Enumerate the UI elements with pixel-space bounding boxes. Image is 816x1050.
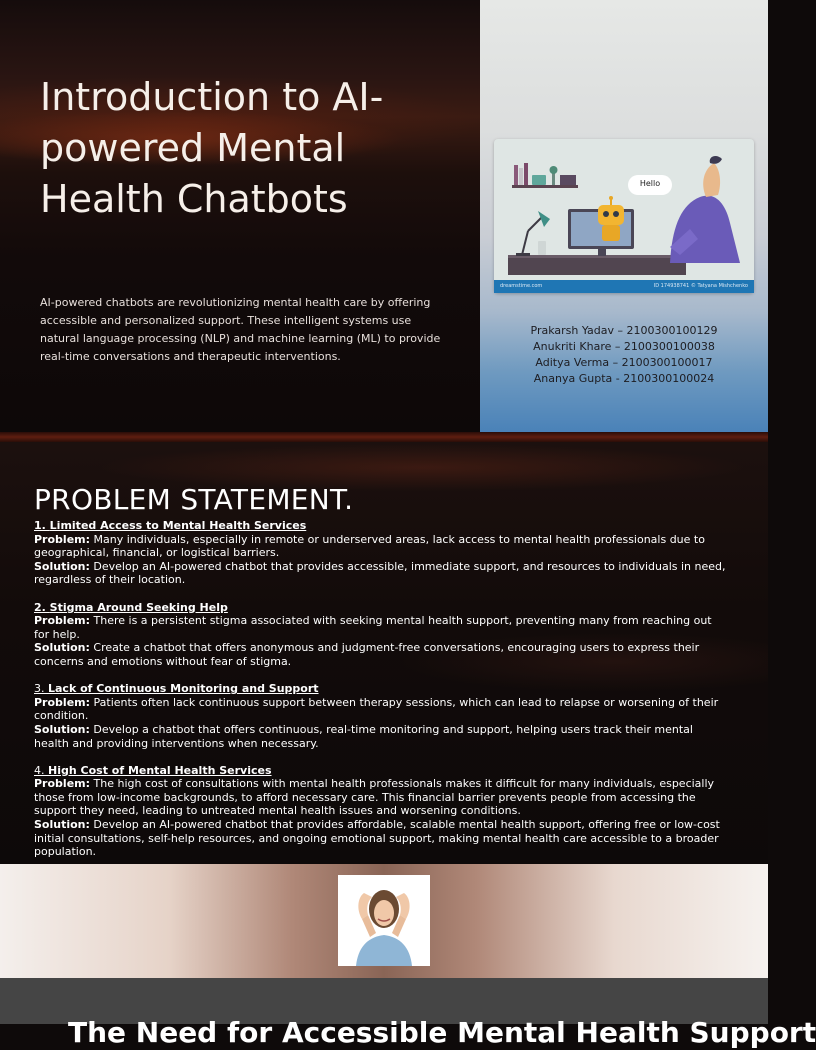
book-1	[514, 165, 518, 185]
problem-statement-slide	[0, 442, 768, 864]
author-1: Prakarsh Yadav – 2100300100129	[530, 324, 718, 337]
problem-text-1: Problem: Many individuals, especially in remote or underserved areas, lack access to mental health professionals due to geographical, financial, or logistical barriers.	[34, 532, 705, 560]
face	[374, 900, 394, 926]
problem-text-4: Problem: The high cost of consultations with mental health professionals makes it difficult for many individuals, especially those from low-income backgrounds, to afford necessary care. This financial barrier prevents people from accessing the support they need, leading to untreated mental health issues and worsening conditions.	[34, 777, 715, 818]
desk-top	[508, 255, 686, 258]
problem-heading-3: 3. Lack of Continuous Monitoring and Support	[34, 682, 319, 696]
problem-statement-title: PROBLEM STATEMENT.	[34, 483, 354, 516]
author-4: Ananya Gupta - 2100300100024	[533, 372, 715, 385]
solution-text-1: Solution: Develop an AI-powered chatbot that provides accessible, immediate support, and resources to individuals in need, regardless of their location.	[34, 559, 726, 587]
problem-list	[34, 519, 728, 872]
book-3	[524, 163, 528, 185]
robot-icon	[598, 205, 624, 225]
person-head	[703, 163, 720, 197]
slide-divider	[0, 432, 768, 442]
shelf-books	[560, 175, 576, 185]
cup-icon	[538, 241, 546, 255]
title-panel	[0, 0, 480, 432]
stress-image-slide	[0, 864, 768, 978]
shelf-box	[532, 175, 546, 185]
solution-text-4: Solution: Develop an AI-powered chatbot that provides affordable, scalable mental health support, offering free or low-cost initial consultations, self-help resources, and ongoing emotional support, making mental health care accessible to a broader population.	[34, 818, 720, 859]
need-slide-title: The Need for Accessible Mental Health Support	[68, 1016, 816, 1049]
problem-item-3	[34, 682, 728, 750]
need-slide	[0, 978, 816, 1049]
problem-item-4	[34, 764, 728, 859]
author-list	[480, 323, 768, 387]
book-2	[519, 168, 523, 185]
author-2: Anukriti Khare – 2100300100038	[533, 340, 715, 353]
chatbot-scene-graphic	[494, 139, 754, 280]
stressed-woman-photo	[338, 875, 430, 966]
shelf	[512, 185, 578, 188]
image-panel	[480, 0, 768, 432]
slide-title: Introduction to AI-powered Mental Health Chatbots	[40, 75, 384, 221]
stressed-woman-graphic	[338, 875, 430, 966]
speech-bubble-text: Hello	[639, 179, 661, 188]
desk	[508, 257, 686, 275]
illustration-credit-bar	[494, 280, 754, 293]
credit-source: dreamstime.com	[500, 283, 543, 289]
intro-paragraph: AI-powered chatbots are revolutionizing mental health care by offering accessible and personalized support. These intelligent systems use natural language processing (NLP) and machine learning (ML) to provide real-time conversations and therapeutic interventions.	[40, 296, 441, 363]
solution-text-2: Solution: Create a chatbot that offers anonymous and judgment-free conversations, encouraging users to express their concerns and emotions without fear of stigma.	[34, 641, 700, 668]
problem-text-3: Problem: Patients often lack continuous support between therapy sessions, which can lead to relapse or worsening of their condition.	[34, 695, 719, 723]
problem-item-2	[34, 601, 728, 669]
credit-id: ID 174938741 © Tatyana Mishchenko	[653, 283, 748, 289]
problem-item-1	[34, 519, 728, 587]
problem-text-2: Problem: There is a persistent stigma associated with seeking mental health support, preventing many from reaching out for help.	[34, 614, 712, 641]
title-slide	[0, 0, 768, 432]
plant-icon	[550, 166, 558, 174]
problem-heading-2: 2. Stigma Around Seeking Help	[34, 600, 228, 614]
problem-heading-1: 1. Limited Access to Mental Health Services	[34, 519, 307, 532]
problem-heading-4: 4. High Cost of Mental Health Services	[34, 763, 272, 777]
chatbot-illustration	[494, 139, 754, 293]
author-3: Aditya Verma – 2100300100017	[535, 356, 713, 369]
solution-text-3: Solution: Develop a chatbot that offers continuous, real-time monitoring and support, helping users track their mental health and providing interventions when necessary.	[34, 722, 693, 750]
